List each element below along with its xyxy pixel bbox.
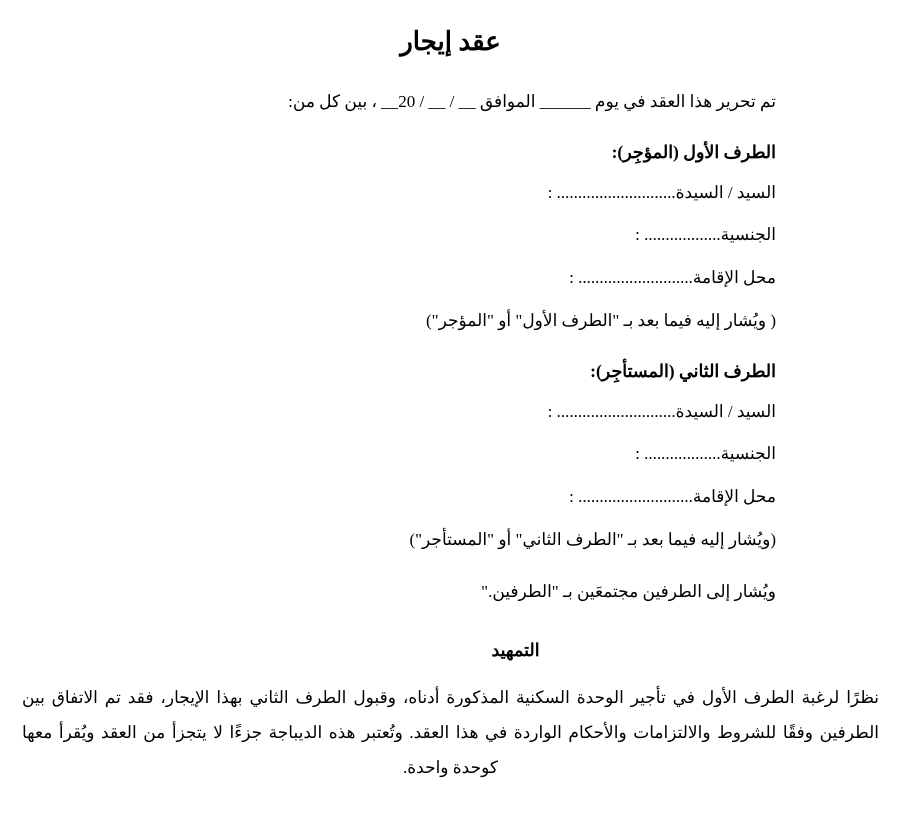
second-party-nationality-row — [125, 441, 776, 467]
joint-parties-reference: ويُشار إلى الطرفين مجتمعَين بـ "الطرفين." — [481, 581, 776, 601]
second-party-residence-row — [125, 484, 776, 510]
preamble-heading: التمهيد — [491, 640, 540, 661]
first-party-name-row — [125, 180, 776, 206]
second-party-nationality-label: الجنسية — [720, 444, 776, 464]
second-party-heading: الطرف الثاني (المستأجِر): — [590, 360, 776, 381]
first-party-name-dots: ............................ : — [547, 182, 676, 202]
second-party-name-label: السيد / السيدة — [675, 401, 776, 421]
first-party-name-label: السيد / السيدة — [675, 182, 776, 202]
first-party-nationality-row — [125, 222, 776, 248]
preamble-paragraph: نظرًا لرغبة الطرف الأول في تأجير الوحدة السكنية المذكورة أدناه، وقبول الطرف الثاني بهذا الإيجار، فقد تم الاتفاق بين الطرفين وفقًا للشروط والالتزامات والأحكام الواردة في هذا العقد. وتُعتبر هذه الديباجة جزءًا لا يتجزأ من العقد ويُقرأ معها كوحدة واحدة. — [22, 688, 879, 777]
second-party-nationality-dots: .................. : — [635, 444, 721, 464]
second-party-name-dots: ............................ : — [547, 401, 676, 421]
first-party-nationality-dots: .................. : — [635, 225, 721, 245]
document-body — [125, 89, 776, 604]
first-party-residence-dots: ........................... : — [569, 267, 693, 287]
first-party-heading: الطرف الأول (المؤجِر): — [611, 141, 776, 162]
first-party-residence-row — [125, 265, 776, 291]
second-party-residence-dots: ........................... : — [569, 486, 693, 506]
contract-date-line: تم تحرير هذا العقد في يوم ______ الموافق __ / __ / 20__ ، بين كل من: — [288, 92, 776, 112]
second-party-reference-note: (ويُشار إليه فيما بعد بـ "الطرف الثاني" أو "المستأجر") — [409, 530, 776, 550]
page-title: عقد إيجار — [400, 27, 501, 56]
first-party-residence-label: محل الإقامة — [692, 267, 776, 287]
second-party-name-row — [125, 399, 776, 425]
second-party-residence-label: محل الإقامة — [692, 486, 776, 506]
first-party-reference-note: ( ويُشار إليه فيما بعد بـ "الطرف الأول" أو "المؤجر") — [426, 311, 776, 331]
first-party-nationality-label: الجنسية — [720, 225, 776, 245]
